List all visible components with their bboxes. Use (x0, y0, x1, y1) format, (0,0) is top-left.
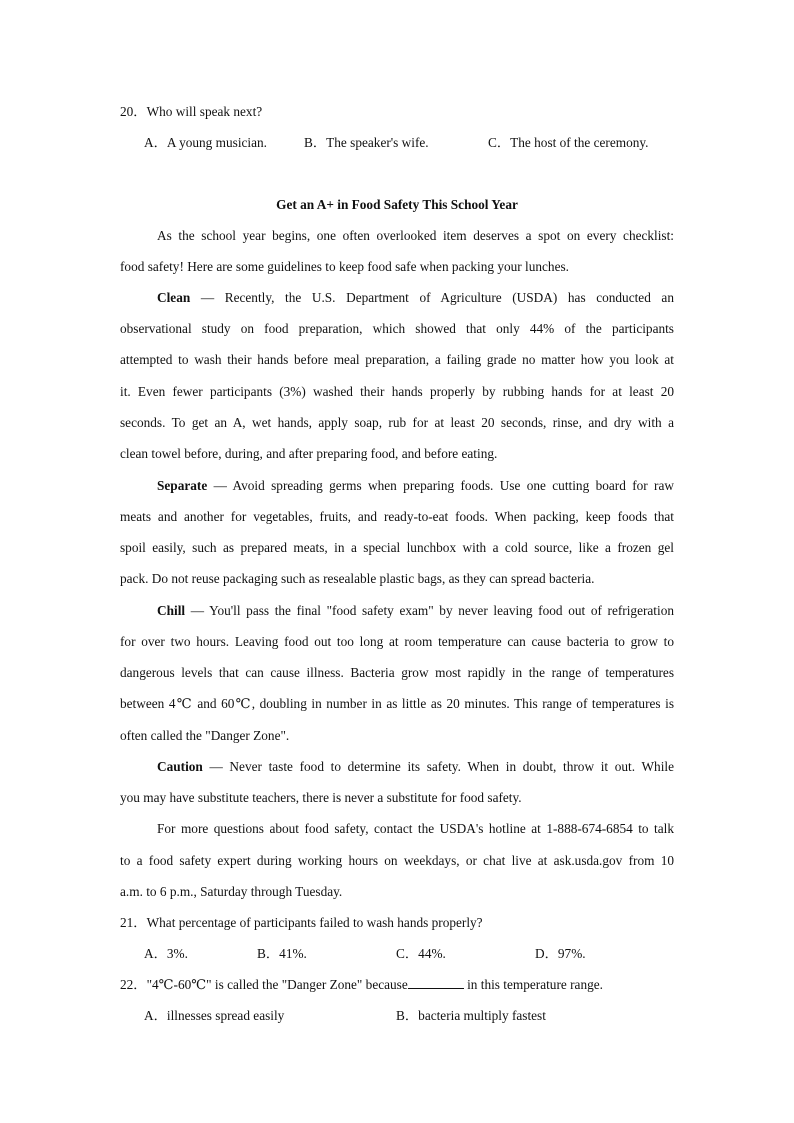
caution-line-1: Caution — Never taste food to determine its safety. When in doubt, throw it out. While (157, 759, 674, 774)
clean-line-4: it. Even fewer participants (3%) washed their hands properly by rubbing hands for at least 20 (120, 384, 674, 399)
contact-line-2: to a food safety expert during working hours on weekdays, or chat live at ask.usda.gov from 10 (120, 853, 674, 868)
intro-line-1: As the school year begins, one often overlooked item deserves a spot on every checklist: (157, 228, 674, 243)
answer-blank (408, 976, 464, 989)
chill-line-2: for over two hours. Leaving food out too long at room temperature can cause bacteria to grow to (120, 634, 674, 649)
q21-option-c: C．44%. (396, 946, 446, 961)
q22-option-b: B．bacteria multiply fastest (396, 1008, 546, 1023)
passage-title: Get an A+ in Food Safety This School Year (276, 197, 518, 212)
chill-line-4: between 4℃ and 60℃, doubling in number in as little as 20 minutes. This range of temperatures is (120, 696, 674, 711)
separate-line-3: spoil easily, such as prepared meats, in a special lunchbox with a cold source, like a frozen gel (120, 540, 674, 555)
clean-line-2: observational study on food preparation, which showed that only 44% of the participants (120, 321, 674, 336)
q21-stem: 21．What percentage of participants failed to wash hands properly? (120, 915, 483, 930)
separate-heading: Separate (157, 478, 208, 493)
separate-line-4: pack. Do not reuse packaging such as resealable plastic bags, as they can spread bacteria. (120, 571, 595, 586)
q20-option-c: C．The host of the ceremony. (488, 135, 649, 150)
clean-heading: Clean (157, 290, 191, 305)
q20-option-a: A．A young musician. (144, 135, 267, 150)
chill-line-1: Chill — You'll pass the final "food safety exam" by never leaving food out of refrigeration (157, 603, 674, 618)
chill-heading: Chill (157, 603, 186, 618)
intro-line-2: food safety! Here are some guidelines to keep food safe when packing your lunches. (120, 259, 569, 274)
chill-line-5: often called the "Danger Zone". (120, 728, 290, 743)
q21-option-a: A．3%. (144, 946, 188, 961)
clean-line-6: clean towel before, during, and after preparing food, and before eating. (120, 446, 498, 461)
clean-line-1: Clean — Recently, the U.S. Department of Agriculture (USDA) has conducted an (157, 290, 674, 305)
clean-line-3: attempted to wash their hands before meal preparation, a failing grade no matter how you look at (120, 352, 674, 367)
clean-line-5: seconds. To get an A, wet hands, apply soap, rub for at least 20 seconds, rinse, and dry with a (120, 415, 674, 430)
q21-option-d: D．97%. (535, 946, 586, 961)
q22-stem: 22．"4℃-60℃" is called the "Danger Zone" because in this temperature range. (120, 977, 603, 992)
separate-line-2: meats and another for vegetables, fruits, and ready-to-eat foods. When packing, keep foods that (120, 509, 674, 524)
separate-line-1: Separate — Avoid spreading germs when preparing foods. Use one cutting board for raw (157, 478, 674, 493)
chill-line-3: dangerous levels that can cause illness. Bacteria grow most rapidly in the range of temperatures (120, 665, 674, 680)
q22-option-a: A．illnesses spread easily (144, 1008, 285, 1023)
q20-option-b: B．The speaker's wife. (304, 135, 429, 150)
q21-option-b: B．41%. (257, 946, 307, 961)
contact-line-3: a.m. to 6 p.m., Saturday through Tuesday. (120, 884, 343, 899)
caution-heading: Caution (157, 759, 203, 774)
caution-line-2: you may have substitute teachers, there is never a substitute for food safety. (120, 790, 522, 805)
q20-stem: 20．Who will speak next? (120, 104, 263, 119)
contact-line-1: For more questions about food safety, contact the USDA's hotline at 1-888-674-6854 to talk (157, 821, 674, 836)
